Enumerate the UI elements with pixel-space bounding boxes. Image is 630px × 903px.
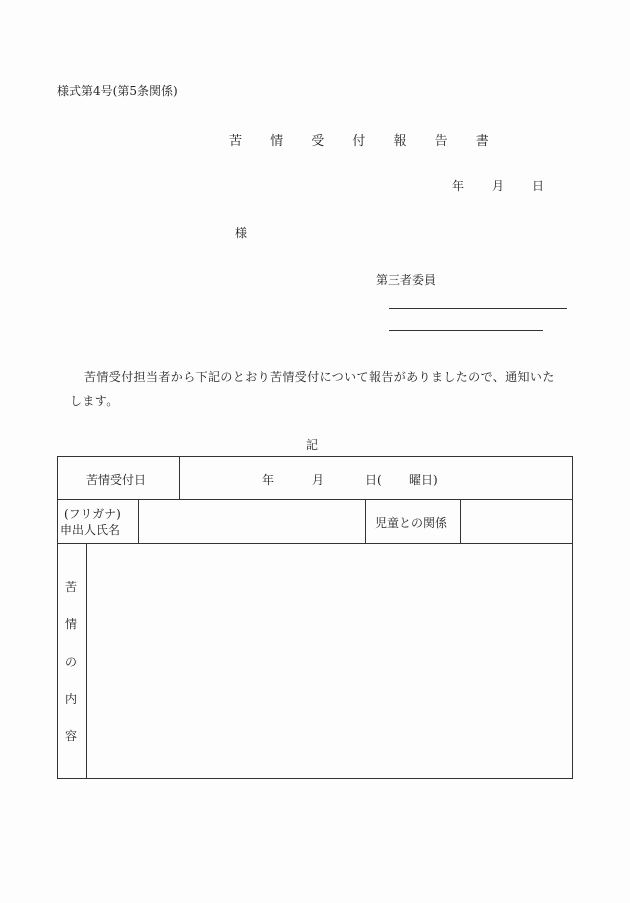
column-divider bbox=[460, 500, 461, 544]
sender-label: 第三者委員 bbox=[376, 273, 437, 287]
furigana-label: (フリガナ) bbox=[64, 507, 121, 521]
column-divider bbox=[365, 500, 366, 544]
ki-heading: 記 bbox=[306, 438, 319, 452]
received-month-field[interactable]: 月 bbox=[312, 473, 325, 487]
received-date-label: 苦情受付日 bbox=[86, 473, 147, 487]
column-divider bbox=[138, 500, 139, 544]
document-title: 苦 情 受 付 報 告 書 bbox=[229, 134, 501, 149]
received-year-field[interactable]: 年 bbox=[262, 473, 275, 487]
form-number: 様式第4号(第5条関係) bbox=[57, 84, 178, 98]
date-month-label: 月 bbox=[492, 179, 505, 193]
report-date bbox=[452, 177, 544, 194]
complaint-label-char: 苦 bbox=[65, 580, 78, 594]
complaint-label-char: 情 bbox=[65, 617, 78, 631]
complaint-label-char: 容 bbox=[65, 729, 78, 743]
applicant-name-label: 申出人氏名 bbox=[60, 523, 121, 537]
notification-line: します。 bbox=[70, 394, 119, 408]
notification-line: 苦情受付担当者から下記のとおり苦情受付について報告がありましたので、通知いた bbox=[84, 370, 555, 384]
column-divider bbox=[86, 544, 87, 779]
complaint-form-table bbox=[57, 456, 573, 779]
signature-line bbox=[389, 308, 567, 309]
relation-label: 児童との関係 bbox=[375, 516, 448, 530]
row-divider bbox=[58, 543, 572, 544]
addressee-suffix: 様 bbox=[235, 226, 248, 240]
row-divider bbox=[58, 499, 572, 500]
received-weekday-field[interactable]: 曜日) bbox=[409, 473, 438, 487]
date-day-label: 日 bbox=[532, 179, 545, 193]
received-day-field[interactable]: 日( bbox=[365, 473, 382, 487]
date-year-label: 年 bbox=[452, 179, 465, 193]
signature-line bbox=[389, 330, 543, 331]
complaint-label-char: 内 bbox=[65, 692, 78, 706]
notification-text bbox=[70, 365, 580, 413]
column-divider bbox=[179, 457, 180, 500]
complaint-label-char: の bbox=[65, 655, 78, 669]
